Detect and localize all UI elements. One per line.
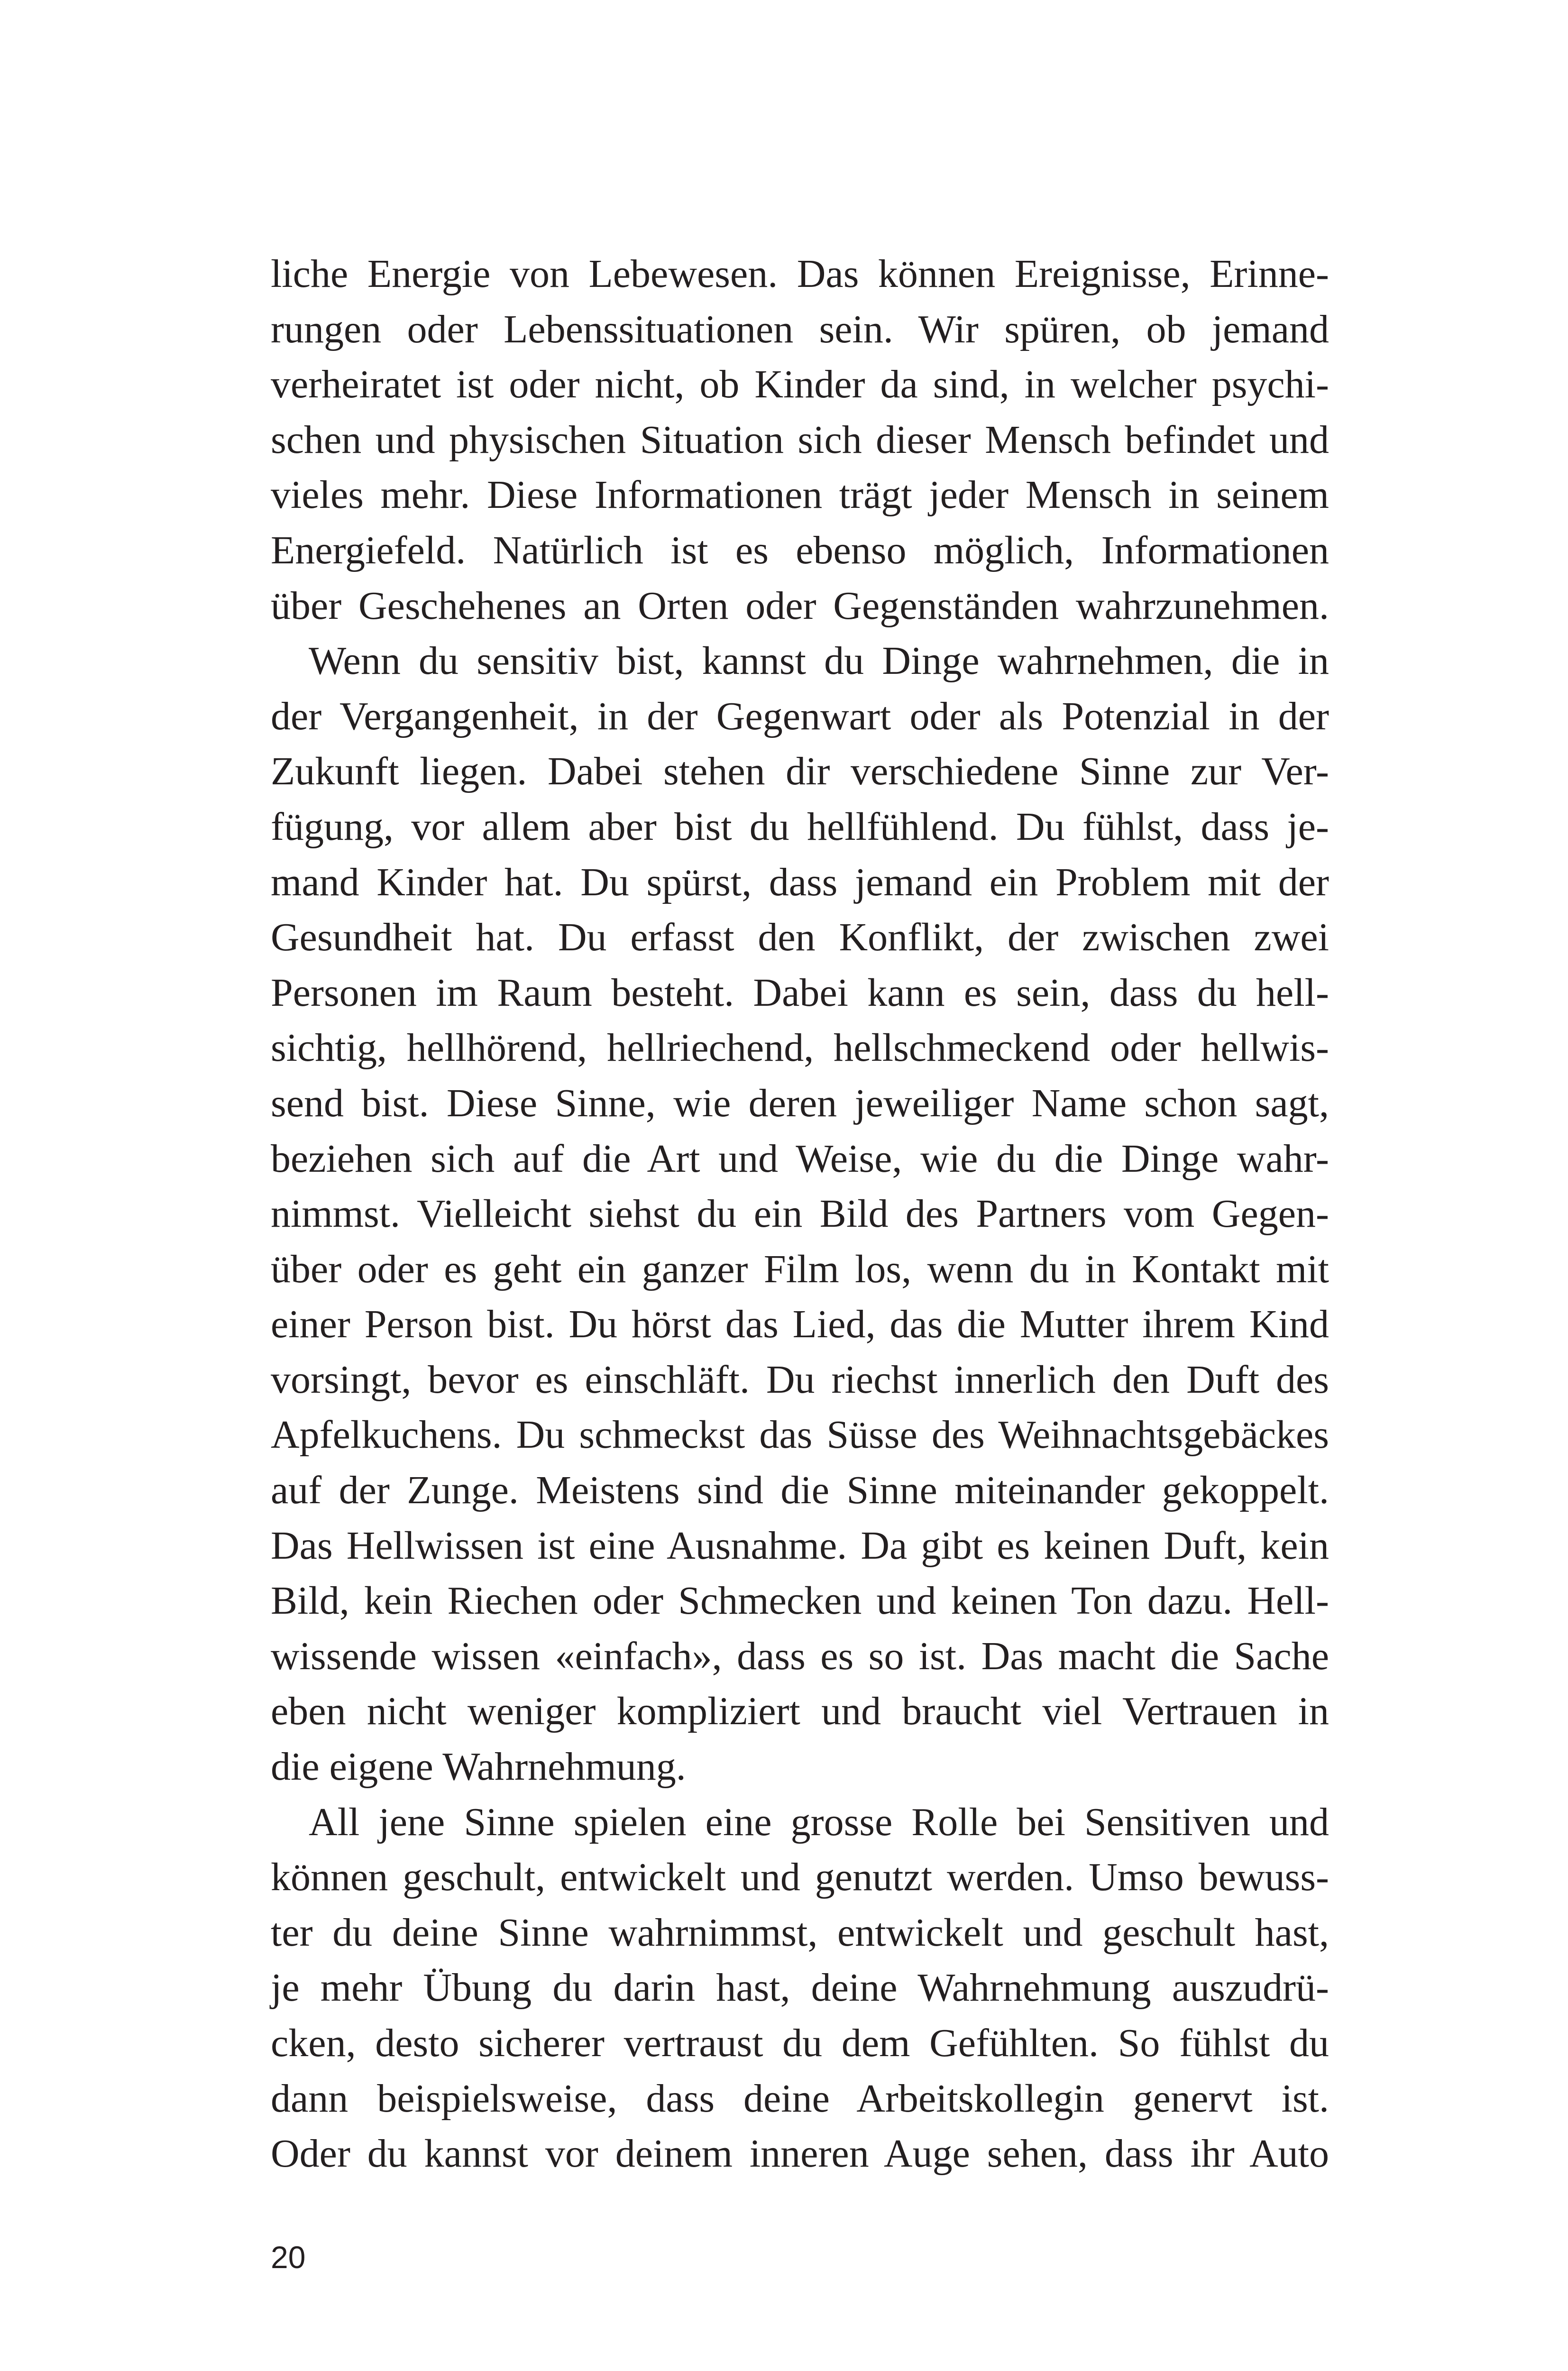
text-line: fügung, vor allem aber bist du hellfühlend. Du fühlst, dass je- xyxy=(271,804,1329,849)
text-line: auf der Zunge. Meistens sind die Sinne miteinander gekoppelt. xyxy=(271,1468,1329,1513)
text-line: Personen im Raum besteht. Dabei kann es sein, dass du hell- xyxy=(271,970,1329,1015)
text-line: Oder du kannst vor deinem inneren Auge sehen, dass ihr Auto xyxy=(271,2132,1329,2176)
text-line: send bist. Diese Sinne, wie deren jeweiliger Name schon sagt, xyxy=(271,1081,1329,1125)
text-line: eben nicht weniger kompliziert und braucht viel Vertrauen in xyxy=(271,1689,1329,1734)
text-line: nimmst. Vielleicht siehst du ein Bild des Partners vom Gegen- xyxy=(271,1192,1329,1236)
text-line: sichtig, hellhörend, hellriechend, hellschmeckend oder hellwis- xyxy=(271,1026,1329,1070)
text-line: cken, desto sicherer vertraust du dem Gefühlten. So fühlst du xyxy=(271,2021,1329,2065)
text-line: vieles mehr. Diese Informationen trägt jeder Mensch in seinem xyxy=(271,473,1329,517)
page-number: 20 xyxy=(271,2240,306,2275)
text-line: Gesundheit hat. Du erfasst den Konflikt, der zwischen zwei xyxy=(271,915,1329,960)
text-line: Apfelkuchens. Du schmeckst das Süsse des Weihnachtsgebäckes xyxy=(271,1413,1329,1457)
text-line: Bild, kein Riechen oder Schmecken und keinen Ton dazu. Hell- xyxy=(271,1579,1329,1623)
text-line: beziehen sich auf die Art und Weise, wie du die Dinge wahr- xyxy=(271,1136,1329,1181)
text-line: Wenn du sensitiv bist, kannst du Dinge wahrnehmen, die in xyxy=(309,639,1329,683)
text-line: liche Energie von Lebewesen. Das können Ereignisse, Erinne- xyxy=(271,252,1329,296)
text-line: dann beispielsweise, dass deine Arbeitskollegin genervt ist. xyxy=(271,2076,1329,2121)
text-line: über oder es geht ein ganzer Film los, wenn du in Kontakt mit xyxy=(271,1247,1329,1291)
text-line: schen und physischen Situation sich dieser Mensch befindet und xyxy=(271,417,1329,462)
text-line: können geschult, entwickelt und genutzt werden. Umso bewuss- xyxy=(271,1855,1329,1900)
text-line: der Vergangenheit, in der Gegenwart oder als Potenzial in der xyxy=(271,694,1329,738)
text-line: über Geschehenes an Orten oder Gegenständen wahrzunehmen. xyxy=(271,583,1329,628)
body-text xyxy=(271,247,1329,2182)
text-line: Zukunft liegen. Dabei stehen dir verschiedene Sinne zur Ver- xyxy=(271,749,1329,794)
text-line: vorsingt, bevor es einschläft. Du riechst innerlich den Duft des xyxy=(271,1357,1329,1402)
text-line: Das Hellwissen ist eine Ausnahme. Da gibt es keinen Duft, kein xyxy=(271,1523,1329,1568)
text-line: die eigene Wahrnehmung. xyxy=(271,1745,686,1789)
text-line: rungen oder Lebenssituationen sein. Wir spüren, ob jemand xyxy=(271,307,1329,351)
text-line: Energiefeld. Natürlich ist es ebenso möglich, Informationen xyxy=(271,528,1329,572)
text-line: verheiratet ist oder nicht, ob Kinder da sind, in welcher psychi- xyxy=(271,362,1329,407)
text-line: All jene Sinne spielen eine grosse Rolle bei Sensitiven und xyxy=(309,1800,1329,1844)
text-line: ter du deine Sinne wahrnimmst, entwickelt und geschult hast, xyxy=(271,1910,1329,1955)
text-line: einer Person bist. Du hörst das Lied, das die Mutter ihrem Kind xyxy=(271,1302,1329,1347)
text-line: je mehr Übung du darin hast, deine Wahrnehmung auszudrü- xyxy=(271,1966,1329,2010)
text-line: wissende wissen «einfach», dass es so ist. Das macht die Sache xyxy=(271,1634,1329,1678)
text-line: mand Kinder hat. Du spürst, dass jemand ein Problem mit der xyxy=(271,860,1329,904)
